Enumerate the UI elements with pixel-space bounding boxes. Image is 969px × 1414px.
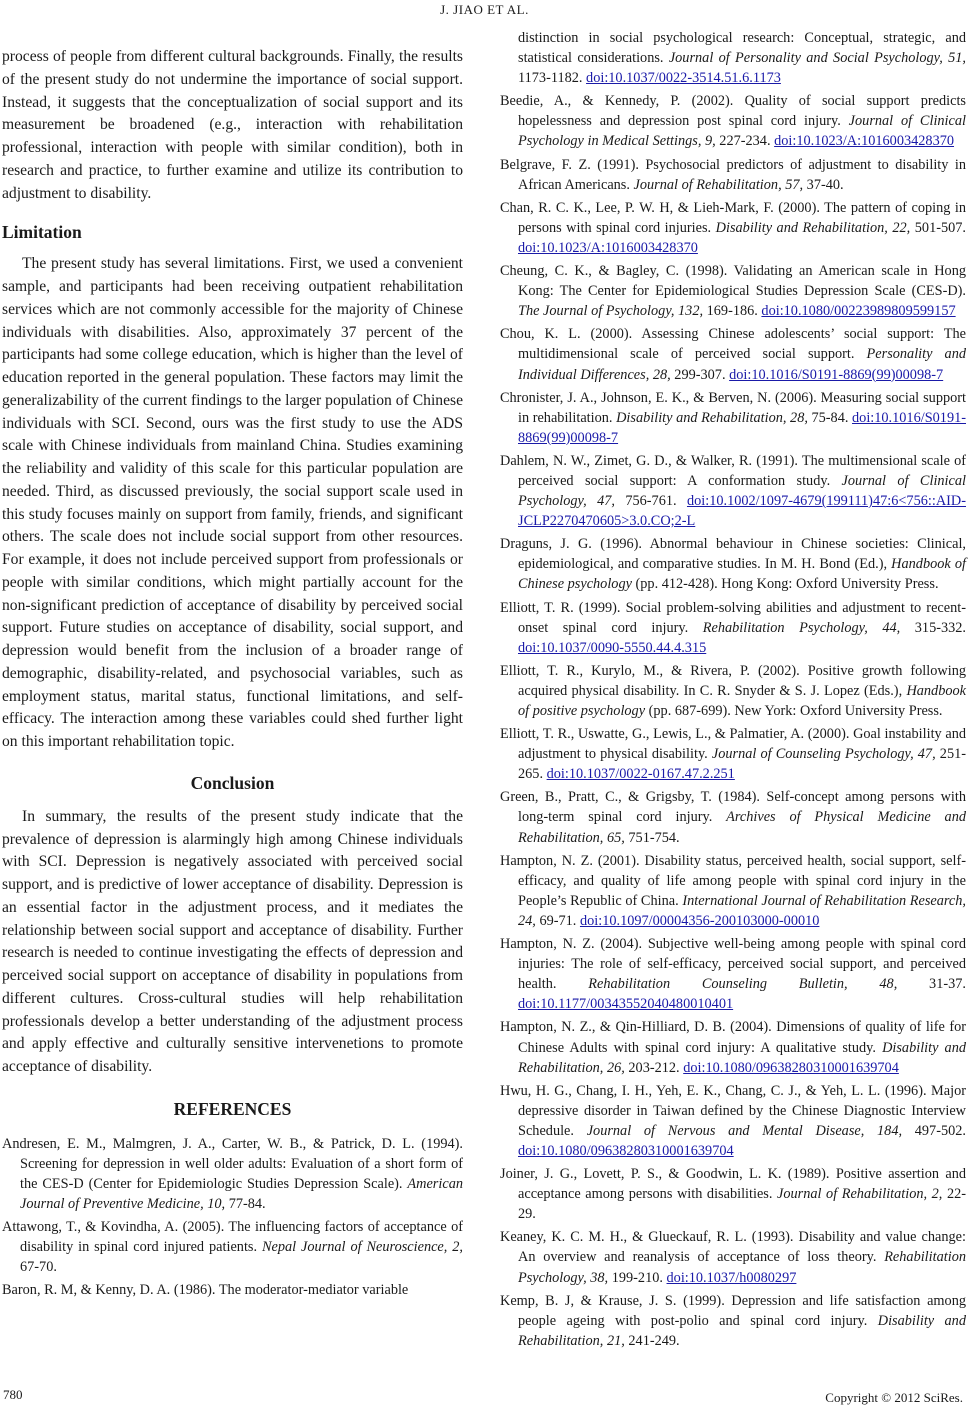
reference-journal: Handbook of Chinese psychology (518, 556, 966, 593)
reference-journal: Journal of Rehabilitation, 2, (777, 1186, 943, 1203)
reference-journal: Journal of Clinical Psychology in Medical Settings, 9, (518, 113, 967, 150)
reference-entry (500, 91, 966, 151)
reference-journal: Disability and Rehabilitation, 21, (518, 1312, 966, 1349)
reference-text: Elliott, T. R., Uswatte, G., Lewis, L., & Palmatier, A. (2000). Goal instability and adjustment to physical disability. (500, 726, 966, 763)
reference-entry (500, 1017, 966, 1077)
reference-journal: The Journal of Psychology, 132, (518, 303, 704, 320)
limitation-paragraph: The present study has several limitations. First, we used a convenient sample, and participants had been receiving outpatient rehabilitation services which are not commonly accessible for the majority of Chinese individuals with disabilities. Also, approximately 37 percent of the participants had some college education, which is higher than the level of education reported in the general population. These factors may limit the generalizability of the current findings to the larger population of Chinese individuals with SCI. Second, ours was the first study to use the ADS scale with Chinese individuals from mainland China. Studies examining the reliability and validity of this scale for this particular population are needed. Third, as discussed previously, the social support scale used in this study focuses mainly on support from family, friends, and significant others. The scale does not include social support from other resources. For example, it does not include perceived support from professionals or people with similar conditions, which might partially account for the non-significant prediction of acceptance of disability by perceived social support. Future studies on acceptance of disability, social support, and depression would benefit from the inclusion of a broader range of demographic, disability-related, and psychosocial variables, such as employment status, marital status, functional limitations, and self-efficacy. The interaction among these variables could shed further light on this important rehabilitation topic. (2, 255, 463, 750)
reference-entry (2, 1217, 463, 1277)
reference-pages: 31-37. (897, 976, 966, 993)
reference-text: Attawong, T., & Kovindha, A. (2005). The influencing factors of acceptance of disability in spinal cord injured patients. (2, 1219, 463, 1256)
reference-entry (500, 1081, 966, 1161)
reference-journal: Rehabilitation Psychology, 38, (518, 1249, 966, 1286)
doi-link[interactable]: doi:10.1080/09638280310001639704 (683, 1059, 899, 1076)
reference-journal: Nepal Journal of Neuroscience, 2, (261, 1239, 464, 1256)
reference-entry (500, 155, 966, 195)
reference-journal: American Journal of Preventive Medicine, 10, (20, 1175, 463, 1213)
doi-link[interactable]: doi:10.1016/S0191-8869(99)00098-7 (729, 366, 944, 383)
doi-link[interactable]: doi:10.1177/00343552040480010401 (518, 996, 734, 1013)
reference-entry (500, 1291, 966, 1351)
reference-pages: 299-307. (670, 366, 730, 383)
reference-pages: 22-29. (518, 1186, 967, 1223)
conclusion-heading: Conclusion (190, 772, 275, 793)
reference-text: Chan, R. C. K., Lee, P. W. H, & Lieh-Mark, F. (2000). The pattern of coping in persons with spinal cord injuries. (500, 199, 966, 236)
reference-text: Hwu, H. G., Chang, I. H., Yeh, E. K., Chang, C. J., & Yeh, L. L. (1996). Major depressive disorder in Taiwan defined by the Chinese Diagnostic Interview Schedule. (500, 1082, 966, 1139)
reference-text: Beedie, A., & Kennedy, P. (2002). Quality of social support predicts hopelessness and depression post spinal cord injury. (500, 93, 966, 130)
reference-pages: 77-84. (225, 1196, 266, 1213)
reference-text: Belgrave, F. Z. (1991). Psychosocial predictors of adjustment to disability in African Americans. (500, 156, 966, 193)
reference-text: Andresen, E. M., Malmgren, J. A., Carter, W. B., & Patrick, D. L. (1994). Screening for depression in well older adults: Evaluation of a short form of the CES-D (Center for Epidemiologic Studies Depression Scale). (2, 1135, 463, 1192)
reference-pages: 37-40. (803, 176, 844, 193)
reference-text: Green, B., Pratt, C., & Grigsby, T. (1984). Self-concept among persons with long-term spinal cord injury. (500, 789, 966, 826)
reference-entry (500, 534, 966, 594)
reference-text: Elliott, T. R. (1999). Social problem-solving abilities and adjustment to recent-onset spinal cord injury. (500, 599, 966, 636)
running-head: J. JIAO ET AL. (440, 2, 529, 17)
reference-journal: Personality and Individual Differences, 28, (518, 346, 967, 383)
reference-text: Dahlem, N. W., Zimet, G. D., & Walker, R. (1991). The multimensional scale of perceived social support: A conformation study. (500, 452, 966, 489)
reference-entry (500, 724, 966, 784)
reference-text: Hampton, N. Z. (2004). Subjective well-being among people with spinal cord injuries: The role of self-efficacy, perceived social support, and perceived health. (500, 936, 966, 993)
reference-journal: Disability and Rehabilitation, 26, (518, 1039, 966, 1076)
reference-journal: Journal of Counseling Psychology, 47, (711, 746, 936, 763)
reference-pages: 199-210. (608, 1269, 667, 1286)
intro-paragraph: process of people from different cultural backgrounds. Finally, the results of the present study do not undermine the importance of social support. Instead, it suggests that the conceptualization of social support and its measurement be broadened (e.g., interaction with rehabilitation professional, interaction with people with similar condition), both in research and practice, to further examine and utilize its contribution to adjustment to disability. (2, 48, 463, 202)
reference-entry (500, 598, 966, 658)
doi-link[interactable]: doi:10.1097/00004356-200103000-00010 (579, 912, 820, 929)
doi-link[interactable]: doi:10.1037/0022-3514.51.6.1173 (586, 70, 781, 87)
doi-link[interactable]: doi:10.1080/00223989809599157 (761, 303, 956, 320)
reference-journal: Archives of Physical Medicine and Rehabilitation, 65, (518, 809, 966, 846)
reference-journal: Journal of Nervous and Mental Disease, 184, (586, 1122, 903, 1139)
doi-link[interactable]: doi:10.1023/A:1016003428370 (518, 239, 698, 256)
reference-text: distinction in social psychological research: Conceptual, strategic, and statistical considerations. (518, 30, 966, 67)
right-column (500, 28, 966, 1354)
reference-text: Kemp, B. J, & Krause, J. S. (1999). Depression and life satisfaction among people ageing with post-polio and spinal cord injury. (500, 1292, 966, 1329)
reference-pages: (pp. 687-699). New York: Oxford University Press. (645, 703, 943, 719)
reference-list-right (500, 28, 966, 1351)
reference-pages: 203-212. (624, 1059, 684, 1076)
reference-entry (500, 388, 966, 448)
reference-entry (500, 261, 966, 321)
reference-pages: 67-70. (20, 1259, 57, 1276)
limitation-heading: Limitation (2, 222, 82, 243)
reference-journal: Journal of Clinical Psychology, 47, (518, 472, 966, 510)
reference-journal: Disability and Rehabilitation, 22, (715, 219, 911, 236)
reference-text: Baron, R. M, & Kenny, D. A. (1986). The moderator-mediator variable (2, 1282, 409, 1299)
reference-entry (2, 1134, 463, 1214)
reference-text: Cheung, C. K., & Bagley, C. (1998). Validating an American scale in Hong Kong: The Center for Epidemiological Studies Depression Scale (CES-D). (500, 263, 966, 300)
doi-link[interactable]: doi:10.1080/09638280310001639704 (518, 1142, 734, 1159)
reference-journal: Handbook of positive psychology (518, 682, 966, 719)
reference-pages: 501-507. (910, 219, 966, 236)
reference-entry (500, 28, 966, 88)
reference-text: Hampton, N. Z., & Qin-Hilliard, D. B. (2004). Dimensions of quality of life for Chinese Adults with spinal cord injury: A qualitative study. (500, 1019, 966, 1056)
reference-journal: Journal of Personality and Social Psychology, 51, (668, 50, 966, 67)
reference-pages: 1173-1182. (518, 70, 587, 87)
reference-text: Keaney, K. C. M. H., & Glueckauf, R. L. (1993). Disability and value change: An overview and reanalysis of acceptance of loss theory. (500, 1229, 966, 1266)
reference-journal: Rehabilitation Counseling Bulletin, 48, (588, 976, 898, 993)
doi-link[interactable]: doi:10.1037/0090-5550.44.4.315 (518, 639, 707, 656)
reference-entry (500, 198, 966, 258)
reference-text: Joiner, J. G., Lovett, P. S., & Goodwin, L. K. (1989). Positive assertion and acceptance among persons with disabilities. (500, 1166, 966, 1203)
reference-entry (500, 661, 966, 721)
reference-journal: Disability and Rehabilitation, 28, (616, 409, 808, 426)
reference-text: Chronister, J. A., Johnson, E. K., & Berven, N. (2006). Measuring social support in rehabilitation. (500, 389, 966, 426)
reference-pages: 315-332. (900, 619, 966, 636)
reference-entry (2, 1280, 463, 1300)
reference-entry (500, 451, 966, 531)
reference-pages: 227-234. (715, 133, 775, 150)
reference-pages: 251-265. (518, 746, 967, 783)
doi-link[interactable]: doi:10.1037/h0080297 (666, 1269, 797, 1286)
doi-link[interactable]: doi:10.1023/A:1016003428370 (774, 133, 955, 150)
left-column (2, 46, 463, 1304)
reference-text: Hampton, N. Z. (2001). Disability status, perceived health, social support, self-efficacy, and quality of life among people with spinal cord injury in the People’s Republic of China. (500, 852, 966, 909)
reference-pages: 69-71. (535, 912, 580, 929)
reference-journal: Journal of Rehabilitation, 57, (633, 176, 804, 193)
reference-entry (500, 851, 966, 931)
reference-pages: 497-502. (902, 1122, 966, 1139)
page-number: 780 (3, 1387, 23, 1402)
copyright-notice: Copyright © 2012 SciRes. (825, 1390, 963, 1405)
reference-list-left (2, 1134, 463, 1301)
reference-entry (500, 787, 966, 847)
reference-pages: 169-186. (703, 303, 762, 320)
reference-pages: 751-754. (624, 829, 680, 846)
reference-entry (500, 934, 966, 1014)
reference-entry (500, 324, 966, 384)
reference-pages: 75-84. (807, 409, 853, 426)
reference-pages: (pp. 412-428). Hong Kong: Oxford University Press. (631, 576, 939, 593)
reference-entry (500, 1164, 966, 1224)
doi-link[interactable]: doi:10.1002/1097-4679(199111)47:6<756::AID-JCLP2270470605>3.0.CO;2-L (518, 493, 966, 530)
reference-pages: 756-761. (614, 493, 687, 510)
reference-text: Chou, K. L. (2000). Assessing Chinese adolescents’ social support: The multidimensional scale of perceived social support. (500, 326, 966, 363)
reference-journal: International Journal of Rehabilitation Research, 24, (518, 892, 966, 929)
reference-text: Draguns, J. G. (1996). Abnormal behaviour in Chinese societies: Clinical, epidemiological, and comparative studies. In M. H. Bond (Ed.), (500, 536, 966, 573)
doi-link[interactable]: doi:10.1037/0022-0167.47.2.251 (546, 766, 735, 783)
doi-link[interactable]: doi:10.1016/S0191-8869(99)00098-7 (518, 409, 966, 446)
conclusion-paragraph: In summary, the results of the present study indicate that the prevalence of depression is alarmingly high among Chinese individuals with SCI. Depression is negatively associated with perceived social support, and is predictive of lower acceptance of disability. Depression is an essential factor in the adjustment process, and it mediates the relationship between social support and acceptance of disability. Further research is needed to continue investigating the effects of depression and perceived social support on acceptance of disability in populations from different cultures. Cross-cultural studies will help rehabilitation professionals develop a better understanding of the adjustment process and apply effective and culturally sensitive intervenetions to promote acceptance of disability. (2, 807, 463, 1075)
reference-pages: 241-249. (624, 1332, 680, 1349)
reference-journal: Rehabilitation Psychology, 44, (702, 619, 901, 636)
reference-entry (500, 1227, 966, 1287)
reference-text: Elliott, T. R., Kurylo, M., & Rivera, P. (2002). Positive growth following acquired physical disability. In C. R. Snyder & S. J. Lopez (Eds.), (500, 662, 966, 699)
references-heading: REFERENCES (173, 1098, 292, 1119)
